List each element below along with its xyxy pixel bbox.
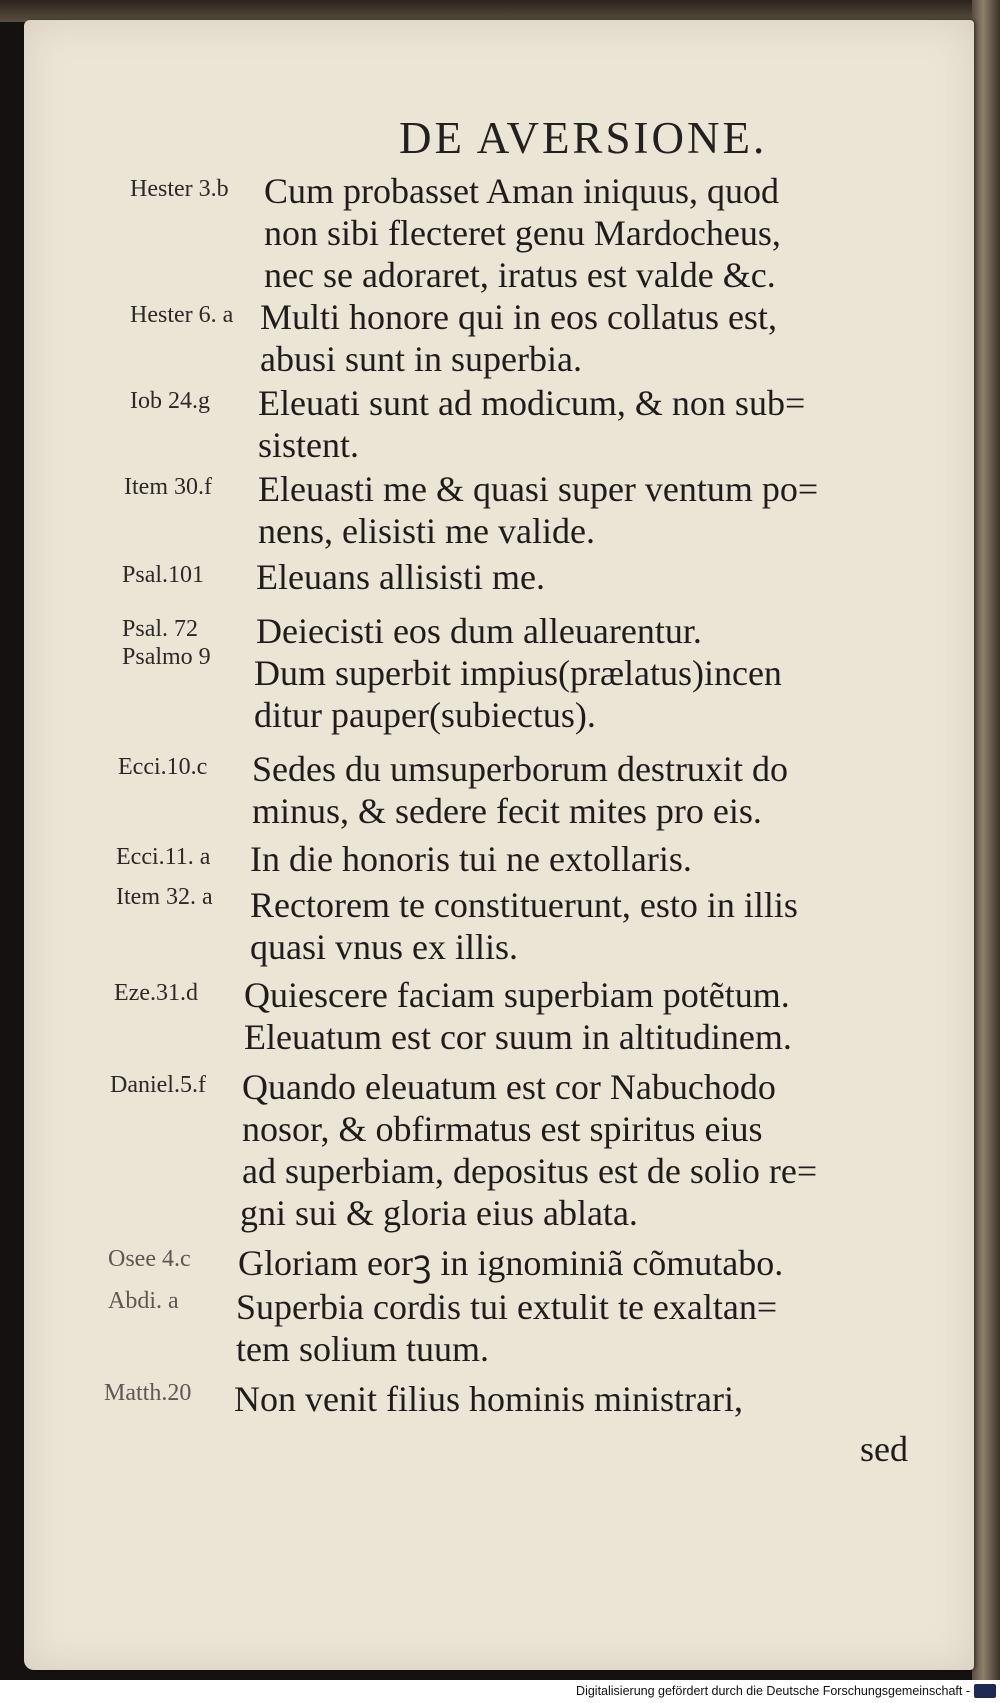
funding-credit: Digitalisierung gefördert durch die Deutsche Forschungsgemeinschaft - <box>576 1684 970 1698</box>
text-line: nens, elisisti me valide. <box>258 511 595 551</box>
margin-reference: Ecci.10.c <box>118 754 208 780</box>
text-line: minus, & sedere fecit mites pro eis. <box>252 791 762 831</box>
page-heading: DE AVERSIONE. <box>399 113 768 163</box>
text-line: Cum probasset Aman iniquus, quod <box>264 171 779 211</box>
digitization-footer <box>0 1680 1000 1703</box>
text-line: Eleuati sunt ad modicum, & non sub= <box>258 383 806 423</box>
catchword: sed <box>860 1429 908 1469</box>
text-line: sistent. <box>258 425 360 465</box>
text-line: Deiecisti eos dum alleuarentur. <box>256 611 702 651</box>
margin-reference: Psalmo 9 <box>122 644 211 670</box>
text-line: nec se adoraret, iratus est valde &c. <box>264 255 776 295</box>
dfg-logo-icon <box>974 1684 996 1698</box>
text-line: gni sui & gloria eius ablata. <box>240 1193 638 1233</box>
text-line: abusi sunt in superbia. <box>260 339 582 379</box>
text-line: Multi honore qui in eos collatus est, <box>260 297 777 337</box>
text-line: Quando eleuatum est cor Nabuchodo <box>242 1067 776 1107</box>
text-line: Rectorem te constituerunt, esto in illis <box>250 885 798 925</box>
text-line: Non venit filius hominis ministrari, <box>234 1379 743 1419</box>
text-line: Quiescere faciam superbiam potẽtum. <box>244 975 790 1015</box>
text-line: ditur pauper(subiectus). <box>254 695 596 735</box>
text-line: Dum superbit impius(prælatus)incen <box>254 653 782 693</box>
margin-reference: Hester 6. a <box>130 302 234 328</box>
text-line: tem solium tuum. <box>236 1329 490 1369</box>
text-line: nosor, & obfirmatus est spiritus eius <box>242 1109 763 1149</box>
margin-reference: Matth.20 <box>104 1380 192 1406</box>
margin-reference: Psal.101 <box>122 562 205 588</box>
margin-reference: Abdi. a <box>108 1288 179 1314</box>
text-line: ad superbiam, depositus est de solio re= <box>242 1151 818 1191</box>
text-line: In die honoris tui ne extollaris. <box>250 839 692 879</box>
margin-reference: Psal. 72 <box>122 616 199 642</box>
text-line: Gloriam eorꝫ in ignominiã cõmutabo. <box>238 1243 784 1283</box>
margin-reference: Ecci.11. a <box>116 844 211 870</box>
margin-reference: Item 32. a <box>116 884 213 910</box>
margin-reference: Iob 24.g <box>130 388 210 414</box>
text-line: Superbia cordis tui extulit te exaltan= <box>236 1287 778 1327</box>
margin-reference: Daniel.5.f <box>110 1072 206 1098</box>
text-line: non sibi flecteret genu Mardocheus, <box>264 213 781 253</box>
text-line: Sedes du umsuperborum destruxit do <box>252 749 788 789</box>
margin-reference: Eze.31.d <box>114 980 198 1006</box>
margin-reference: Osee 4.c <box>108 1246 191 1272</box>
book-page <box>24 20 974 1670</box>
text-line: Eleuatum est cor suum in altitudinem. <box>244 1017 792 1057</box>
text-line: Eleuans allisisti me. <box>256 557 545 597</box>
margin-reference: Item 30.f <box>124 474 212 500</box>
book-fore-edge <box>972 0 1000 1680</box>
margin-reference: Hester 3.b <box>130 176 229 202</box>
text-line: quasi vnus ex illis. <box>250 927 518 967</box>
book-top-edge <box>0 0 1000 22</box>
text-line: Eleuasti me & quasi super ventum po= <box>258 469 819 509</box>
